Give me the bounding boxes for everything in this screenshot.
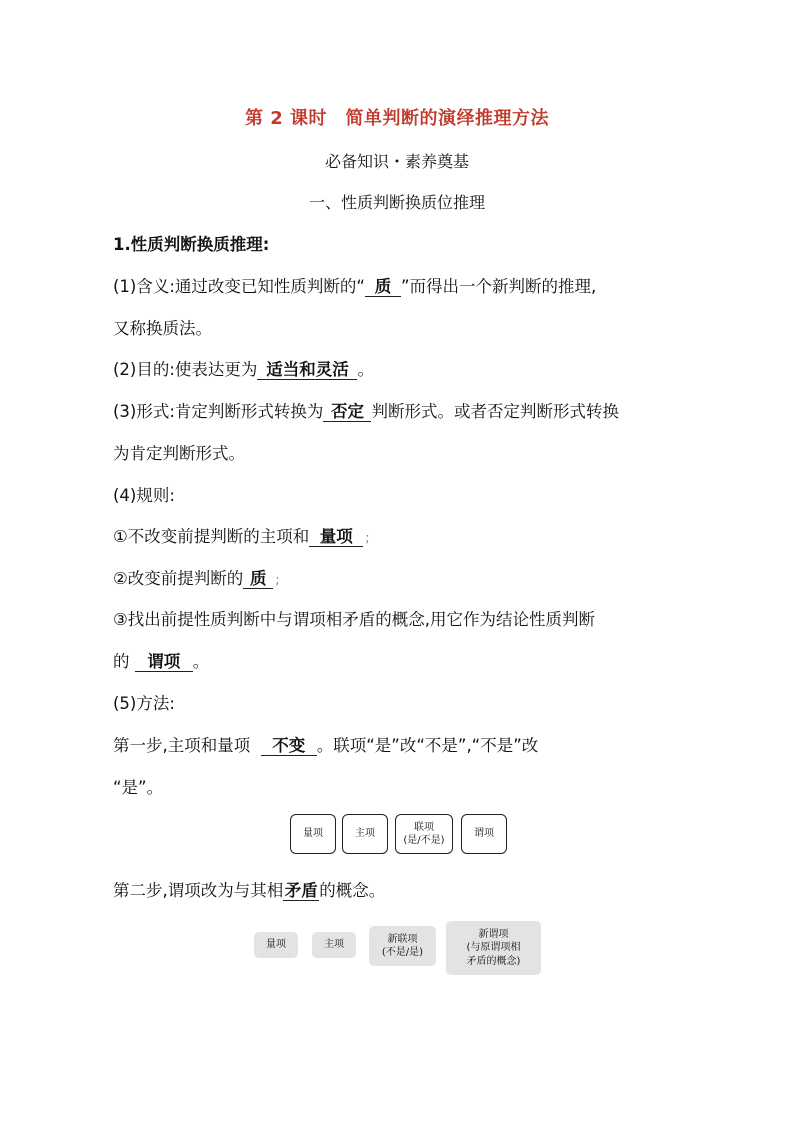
answer-blank: 不变 [261,737,317,756]
step-2: 第二步,谓项改为与其相矛盾的概念。 [113,881,386,900]
item1-heading: 1.性质判断换质推理: [113,235,270,254]
answer-blank: 量项 [309,528,363,547]
rule-3-continuation: 的 谓项 。 [113,652,210,671]
page-title: 第 2 课时 简单判断的演绎推理方法 [244,108,550,129]
diagram1-box-predicate: 谓项 [461,814,507,854]
page-subtitle: 必备知识・素养奠基 [324,152,469,171]
diagram1-box-copula: 联项 (是/不是) [395,814,453,854]
form-continuation: 为肯定判断形式。 [113,444,245,463]
diagram1-box-subject: 主项 [342,814,388,854]
answer-blank: 否定 [323,403,371,422]
answer-blank: 质 [365,278,401,297]
diagram1-box-quantifier: 量项 [290,814,336,854]
rule-1: ①不改变前提判断的主项和 量项 ; [113,527,370,546]
diagram2-box-new-copula: 新联项 (不是/是) [369,926,436,966]
step-1-continuation: “是”。 [113,778,164,797]
method-heading: (5)方法: [113,694,175,713]
rule-2: ②改变前提判断的 质 ; [113,569,280,588]
rule-3: ③找出前提性质判断中与谓项相矛盾的概念,用它作为结论性质判断 [113,610,596,629]
answer-blank: 矛盾 [284,881,318,900]
purpose-line: (2)目的:使表达更为 适当和灵活 。 [113,360,374,379]
definition-line: (1)含义:通过改变已知性质判断的“ 质 ”而得出一个新判断的推理, [113,277,597,296]
answer-blank: 质 [243,570,273,589]
diagram2-box-new-predicate: 新谓项 (与原谓项相 矛盾的概念) [446,921,541,975]
answer-blank: 适当和灵活 [257,361,357,380]
diagram2-box-quantifier: 量项 [254,932,298,958]
diagram2-box-subject: 主项 [312,932,356,958]
section-heading: 一、性质判断换质位推理 [308,193,485,212]
step-1: 第一步,主项和量项 不变 。联项“是”改“不是”,“不是”改 [113,736,539,755]
rules-heading: (4)规则: [113,486,175,505]
form-line: (3)形式:肯定判断形式转换为 否定 判断形式。或者否定判断形式转换 [113,402,619,421]
answer-blank: 谓项 [135,653,193,672]
definition-continuation: 又称换质法。 [113,319,212,338]
